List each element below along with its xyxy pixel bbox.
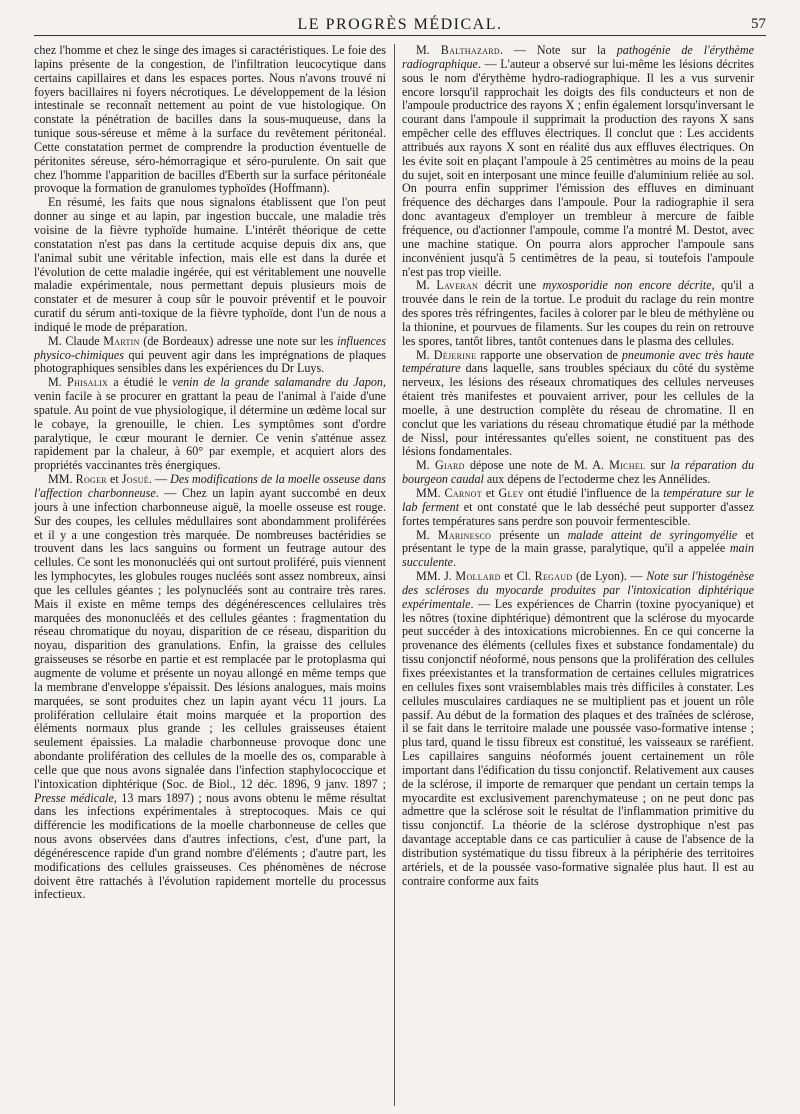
paragraph: M. Marinesco présente un malade atteint de syringomyélie et présentant le type de la main grasse, paralytique, qu'il a appelée main succulente. (402, 527, 754, 570)
author-name: Mollard (455, 569, 501, 584)
author-name: Roger (75, 472, 107, 487)
paragraph: M. Laveran décrit une myxosporidie non encore décrite, qu'il a trouvée dans le rein de la tortue. Le produit du raclage du rein montre des spores très réfringentes, faciles à colorer par le bleu de méthylène ou la thionine, et pourvues de filaments. Sur les coupes du rein on retrouve les spores, tantôt libres, tantôt contenues dans le plasma des cellules. (402, 278, 754, 348)
article-title: malade atteint de syringomyélie (567, 527, 738, 542)
page-number: 57 (751, 16, 766, 32)
column-divider (394, 44, 395, 1106)
journal-reference: Presse médicale (34, 790, 114, 805)
paragraph: M. Balthazard. — Note sur la pathogénie de l'érythème radiographique. — L'auteur a observé sur lui-même les lésions décrites sous le nom d'érythème hydro-radiographique. Il les a vus survenir encore lorsqu'il rapprochait les doigts des fils conducteurs et non de l'ampoule productrice des rayons X ; enfin également lorsqu'inversant le courant dans l'ampoule il supprimait la production des rayons X sans empêcher celle des effluves électriques. Il conclut que : Les accidents attribués aux rayons X sont en réalité dus aux effluves électriques. On les évite soit en plaçant l'ampoule à 25 centimètres au moins de la peau du sujet, soit en interposant une mince feuille d'aluminium reliée au sol. On pourra enfin supprimer l'émission des effluves en diminuant fréquence des décharges dans l'ampoule. Pour la radiographie il sera donc avantageux d'employer un trembleur à mercure de faible fréquence, ou d'actionner l'ampoule, comme l'a montré M. Destot, avec une machine statique. On pourra alors approcher l'ampoule sans inconvénient jusqu'à 5 centimètres de la peau, si toutefois l'ampoule n'est pas trop vieille. (402, 44, 754, 279)
paragraph: M. Phisalix a étudié le venin de la grande salamandre du Japon, venin facile à se procurer en grattant la peau de l'animal à l'aide d'une spatule. Au point de vue physiologique, il détermine un œdème local sur le cobaye, la grenouille, le chien. Les symptômes sont d'ordre paralytique, le cœur mourant le dernier. Ce venin s'atténue assez rapidement par la chaleur, à 60° par exemple, et acquiert alors des propriétés vaccinantes très énergiques. (34, 375, 386, 473)
article-title: température sur le lab ferment (402, 486, 754, 514)
article-title: Note sur l'histogénèse des scléroses du myocarde produites par l'intoxication diphtérique expérimentale (402, 569, 754, 611)
author-name: Phisalix (66, 375, 109, 390)
author-name: Laveran (436, 278, 479, 293)
paragraph: chez l'homme et chez le singe des images si caractéristiques. Le foie des lapins présente de la congestion, de l'infiltration leucocytique dans certains capillaires et dans les espaces portes. Nous n'avons trouvé ni foyers bacillaires ni foyers nécrotiques. Le développement de la lésion intestinale se reconnaît nettement au point de vue histologique. On constate la pénétration de bacilles dans la sous-muqueuse, dans la tunique sous-séreuse et même à la surface du revêtement péritonéal. Cette constatation permet de comprendre la production éventuelle de péritonites séreuse, séro-hémorragique et séro-purulente. On sait que chez l'homme l'apparition de bacilles d'Eberth sur la surface péritonéale provoque la formation de granulomes typhoïdes (Hoffmann). (34, 44, 386, 196)
article-title: main succulente (402, 541, 754, 570)
article-title: Des modifications de la moelle osseuse dans l'affection charbonneuse (34, 472, 386, 500)
running-header (34, 10, 766, 38)
author-name: Balthazard (440, 44, 500, 57)
author-name: Marinesco (437, 527, 492, 542)
article-title: venin de la grande salamandre du Japon (172, 375, 383, 390)
author-name: Martin (103, 333, 140, 348)
left-column (34, 44, 386, 1106)
paragraph: MM. Carnot et Gley ont étudié l'influence de la température sur le lab ferment et ont constaté que le lab desséché peut supporter d'assez fortes températures sans perdre son pouvoir fermentescible. (402, 486, 754, 528)
author-name: Carnot (444, 486, 482, 500)
right-column (402, 44, 754, 1106)
journal-title: LE PROGRÈS MÉDICAL. (297, 16, 503, 33)
author-name: Giard (434, 458, 465, 473)
paragraph: M. Giard dépose une note de M. A. Michel sur la réparation du bourgeon caudal aux dépens de l'ectoderme chez les Annélides. (402, 458, 754, 487)
author-name: Josué (121, 472, 149, 487)
author-name: Déjerine (433, 347, 477, 362)
paragraph: MM. J. Mollard et Cl. Regaud (de Lyon). — Note sur l'histogénèse des scléroses du myocarde produites par l'intoxication diphtérique expérimentale. — Les expériences de Charrin (toxine pyocyanique) et les nôtres (toxine diphtérique) démontrent que la sclérose du myocarde peut succéder à des intoxications microbiennes. En ce qui concerne la provenance des éléments (cellules fixes et substance fondamentale) du tissu conjonctif néoformé, nous pensons que la prolifération des cellules fixes préexistantes et la transformation de certaines cellules migratrices en cellules fixes sont vraisemblables mais très difficiles à constater. Les cellules musculaires cardiaques ne se multiplient pas et jouent un rôle passif. Au début de la formation des plaques et des traînées de sclérose, il se fait dans le territoire malade une poussée vaso-formative intense ; plus tard, quand le tissu fibreux est constitué, les vaisseaux se raréfient. Les capillaires sanguins néoformés jouent certainement un rôle important dans l'édification du tissu conjonctif. Relativement aux causes de la sclérose, il importe de remarquer que pendant un certain temps la myocardite est exclusivement parenchymateuse ; on ne peut donc pas admettre que la sclérose soit le résultat de l'inflammation primitive du tissu conjonctif. La théorie de la sclérose dystrophique n'est pas davantage acceptable dans ce cas particulier à cause de l'absence de la distribution systématique du tissu fibreux à la périphérie des territoires artériels, et de la poussée vaso-formative signalée plus haut. Il est au contraire conforme aux faits (402, 569, 754, 888)
article-title: myxosporidie non encore décrite (542, 278, 712, 293)
paragraph: MM. Roger et Josué. — Des modifications de la moelle osseuse dans l'affection charbonneuse. — Chez un lapin ayant succombé en deux jours à une infection charbonneuse aiguë, la moelle osseuse est rouge. Sur des coupes, les cellules médullaires sont abondamment proliférées et il y a une congestion très marquée. De nombreuses bactéridies se trouvent dans les lacs sanguins ou forment un feutrage autour des cellules. Ce sont les mononucléés qui ont surtout proliféré, puis viennent les lymphocytes, les globules rouges nucléés sont assez nombreux, ainsi que les cellules géantes ; les polynucléés sont au contraire très rares. Mais il existe en même temps des dégénérescences cellulaires très marquées des mononucléés et des cellules géantes : fragmentation du réseau chromatique du noyau, disparition de ce réseau, disparition du noyau, disparition des granulations. Enfin, la graisse des cellules graisseuses se résorbe en partie et est remplacée par le protoplasma qui augmente de volume et présente un noyau allongé en même temps que la membrane d'enveloppe s'épaissit. Des lésions analogues, mais moins marquées, se sont produites chez un lapin ayant vécu 11 jours. La prolifération cellulaire était moins marquée et la proportion des éléments normaux plus grande ; les cellules graisseuses étaient seulement épaissies. La maladie charbonneuse provoque donc une abondante prolifération des cellules de la moelle des os, comparable à celle que que nous avons signalée dans l'infection staphylococcique et l'intoxication diphtérique (Soc. de Biol., 12 déc. 1896, 9 janv. 1897 ; Presse médicale, 13 mars 1897) ; nous avons obtenu le même résultat dans les infections expérimentales à streptocoques. Mais ce qui différencie les modifications de la moelle charbonneuse de celles que nous avons observées dans d'autres infections, c'est, d'une part, la dégénérescence rapide d'un grand nombre d'éléments ; d'autre part, les modifications des cellules graisseuses. Ces phénomènes de nécrose doivent être rattachés à l'évolution rapidement mortelle du processus infectieux. (34, 472, 386, 902)
paragraph: En résumé, les faits que nous signalons établissent que l'on peut donner au singe et au lapin, par ingestion buccale, une maladie très voisine de la fièvre typhoïde humaine. L'intérêt théorique de cette constatation n'est pas dans la certitude acquise depuis dix ans, que l'animal subit une véritable infection, mais elle est dans la durée et l'évolution de cette maladie ingérée, qui est véritablement une nouvelle maladie expérimentale, nous permettant depuis plusieurs mois de constater et de mesurer à coup sûr le pouvoir préventif et le pouvoir curatif du sérum anti-toxique de la fièvre typhoïde, dont l'un de nous a indiqué le mode de préparation. (34, 195, 386, 334)
author-name: Gley (498, 486, 524, 500)
header-rule (34, 35, 766, 36)
author-name: Michel (609, 458, 646, 473)
article-title: pathogénie de l'érythème radiographique (402, 44, 754, 71)
article-title: pneumonie avec très haute température (402, 347, 754, 376)
paragraph: M. Déjerine rapporte une observation de pneumonie avec très haute température dans laquelle, sans troubles spéciaux du côté du système nerveux, les lésions des réseaux chromatiques des cellules nerveuses étaient très manifestes et pouvaient arriver, pour les cellules de la moelle, à une destruction complète du réseau de chromatine. Il en conclut que les variations du réseau chromatique étudié par la méthode de Nissl, pour intéressantes qu'elles soient, ne constituent pas des lésions fondamentales. (402, 347, 754, 459)
author-name: Regaud (534, 569, 573, 584)
paragraph: M. Claude Martin (de Bordeaux) adresse une note sur les influences physico-chimiques qui peuvent agir dans les imprégnations de plaques photographiques sensibles dans les expériences du Dr Luys. (34, 333, 386, 376)
article-title: la réparation du bourgeon caudal (402, 458, 754, 487)
article-title: influences physico-chimiques (34, 333, 386, 362)
